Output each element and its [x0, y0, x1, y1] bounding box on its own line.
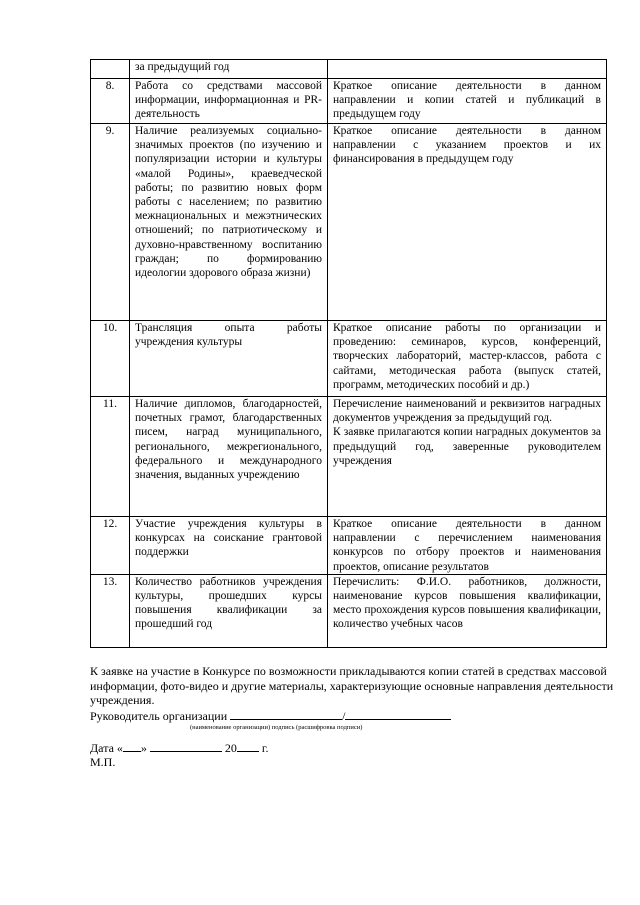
row-description: Перечисление наименований и реквизитов наградных документов учреждения за предыдущий год. К заявке прилагаются копии наградных документов за предыдущий год, заверенные руководителем учреждения: [328, 397, 607, 517]
row-number: 10.: [91, 321, 130, 397]
date-line: [90, 740, 269, 756]
date-prefix: Дата «: [90, 741, 123, 755]
table-row: [91, 321, 607, 397]
row-criterion: Количество работников учреждения культуры, прошедших курсы повышения квалификации за прошедший год: [130, 574, 328, 647]
date-mid: »: [140, 741, 147, 755]
row-description: Перечислить: Ф.И.О. работников, должности, наименование курсов повышения квалификации, место прохождения курсов повышения квалификации, количество учебных часов: [328, 574, 607, 647]
row-criterion: Наличие реализуемых социально-значимых проектов (по изучению и популяризации истории и культуры «малой Родины», краеведческой работы; по развитию новых форм работы с населением; по развитию межнациональных и межэтнических отношений; по патриотическому и духовно-нравственному воспитанию граждан; по формированию идеологии здорового образа жизни): [130, 124, 328, 321]
document-footer: [90, 664, 620, 723]
table-row: [91, 79, 607, 124]
attachments-note: К заявке на участие в Конкурсе по возможности прикладываются копии статей в средствах массовой информации, фото-видео и другие материалы, характеризующие основные направления деятельности учреждения.: [90, 664, 614, 707]
row-description: Краткое описание деятельности в данном направлении с указанием проектов и их финансирования в предыдущем году: [328, 124, 607, 321]
row-description: [328, 60, 607, 79]
row-description: Краткое описание работы по организации и проведению: семинаров, курсов, конференций, творческих лабораторий, мастер-классов, работа с сайтами, методическая работа (выпуск статей, программ, методических пособий и др.): [328, 321, 607, 397]
signature-separator: /: [342, 708, 346, 723]
criteria-table-body: [91, 60, 607, 648]
row-number: 11.: [91, 397, 130, 517]
signature-label: Руководитель организации: [90, 708, 228, 723]
row-description: Краткое описание деятельности в данном направлении и копии статей и публикаций в предыдущем году: [328, 79, 607, 124]
row-number: [91, 60, 130, 79]
row-criterion: за предыдущий год: [130, 60, 328, 79]
table-row: [91, 60, 607, 79]
row-criterion: Наличие дипломов, благодарностей, почетных грамот, благодарственных писем, наград муниципального, регионального, межрегионального, федерального и международного значения, выданных учреждению: [130, 397, 328, 517]
table-row: [91, 397, 607, 517]
row-criterion: Работа со средствами массовой информации, информационная и PR-деятельность: [130, 79, 328, 124]
signature-line: [90, 708, 620, 723]
stamp-place: М.П.: [90, 755, 116, 769]
row-number: 9.: [91, 124, 130, 321]
date-year-field[interactable]: [237, 740, 259, 752]
row-number: 13.: [91, 574, 130, 647]
row-description: Краткое описание деятельности в данном направлении с перечислением наименования конкурсов по отбору проектов и наименования проектов, описание результатов: [328, 517, 607, 575]
criteria-table: [90, 59, 607, 648]
table-row: [91, 574, 607, 647]
date-month-field[interactable]: [150, 740, 222, 752]
row-number: 8.: [91, 79, 130, 124]
row-number: 12.: [91, 517, 130, 575]
signature-decode-field[interactable]: [345, 708, 451, 720]
signature-caption: (наименование организации) подпись (расшифровка подписи): [190, 724, 363, 731]
table-row: [91, 124, 607, 321]
date-day-field[interactable]: [123, 740, 141, 752]
date-suffix: г.: [261, 741, 269, 755]
signature-field[interactable]: [230, 708, 342, 720]
table-row: [91, 517, 607, 575]
row-criterion: Трансляция опыта работы учреждения культуры: [130, 321, 328, 397]
date-year-prefix: 20: [224, 741, 237, 755]
row-criterion: Участие учреждения культуры в конкурсах на соискание грантовой поддержки: [130, 517, 328, 575]
